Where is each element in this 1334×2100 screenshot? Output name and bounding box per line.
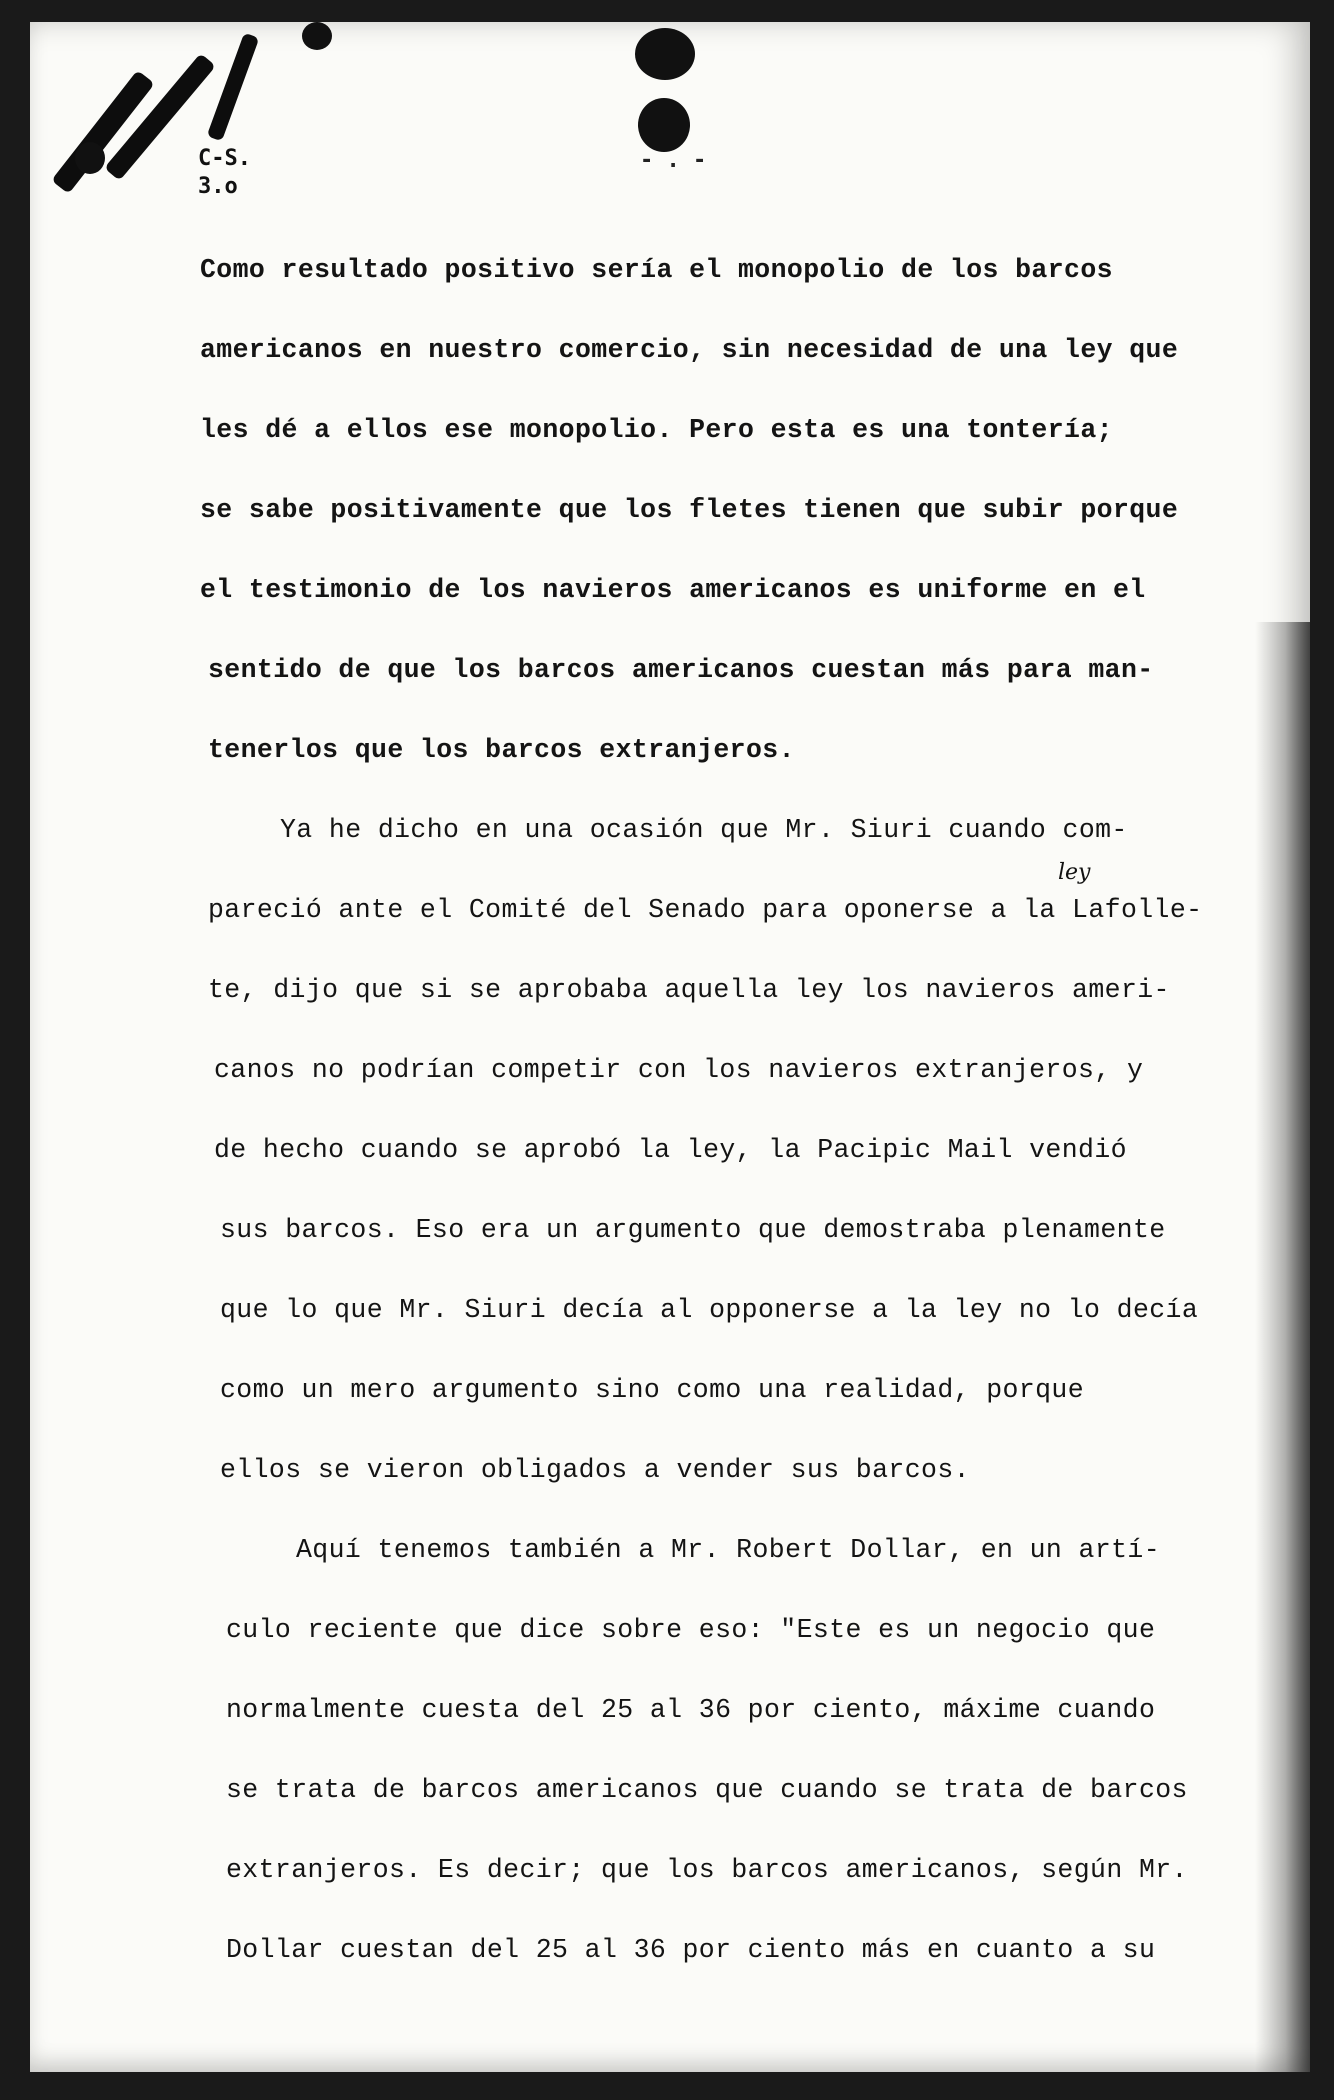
text-line: como un mero argumento sino como una realidad, porque [220,1375,1085,1405]
text-line: se sabe positivamente que los fletes tienen que subir porque [200,495,1179,525]
text-line: americanos en nuestro comercio, sin necesidad de una ley que [200,335,1179,365]
page-reference-line-2: 3.o [198,174,238,199]
ink-blot [75,142,105,174]
top-mark: - . - [640,148,707,173]
text-line: el testimonio de los navieros americanos es uniforme en el [200,575,1146,605]
handwritten-annotation: ley [1058,860,1091,885]
text-line: que lo que Mr. Siuri decía al opponerse a la ley no lo decía [220,1295,1199,1325]
text-line: tenerlos que los barcos extranjeros. [208,735,795,765]
text-line: canos no podrían competir con los navieros extranjeros, y [214,1055,1144,1085]
text-line: pareció ante el Comité del Senado para oponerse a la Lafolle- [208,895,1203,925]
text-line: ellos se vieron obligados a vender sus barcos. [220,1455,970,1485]
text-line: Como resultado positivo sería el monopolio de los barcos [200,255,1113,285]
body-text [200,250,1210,2010]
text-line: les dé a ellos ese monopolio. Pero esta es una tontería; [200,415,1113,445]
text-line: extranjeros. Es decir; que los barcos americanos, según Mr. [226,1855,1188,1885]
page-reference-line-1: C-S. [198,146,251,171]
page-edge-shadow [1255,622,1310,2072]
text-line: Aquí tenemos también a Mr. Robert Dollar, en un artí- [296,1535,1161,1565]
ink-blot [302,22,332,50]
text-line: sus barcos. Eso era un argumento que demostraba plenamente [220,1215,1166,1245]
text-line: culo reciente que dice sobre eso: "Este es un negocio que [226,1615,1156,1645]
text-line: sentido de que los barcos americanos cuestan más para man- [208,655,1154,685]
ink-blot [638,98,690,152]
text-line: Dollar cuestan del 25 al 36 por ciento más en cuanto a su [226,1935,1156,1965]
ink-stroke-mark [207,33,260,142]
text-line: se trata de barcos americanos que cuando se trata de barcos [226,1775,1188,1805]
text-line: te, dijo que si se aprobaba aquella ley los navieros ameri- [208,975,1170,1005]
text-line: de hecho cuando se aprobó la ley, la Pacipic Mail vendió [214,1135,1127,1165]
ink-blot [635,28,695,80]
text-line: normalmente cuesta del 25 al 36 por ciento, máxime cuando [226,1695,1156,1725]
page-reference [198,145,251,201]
text-line: Ya he dicho en una ocasión que Mr. Siuri cuando com- [280,815,1128,845]
